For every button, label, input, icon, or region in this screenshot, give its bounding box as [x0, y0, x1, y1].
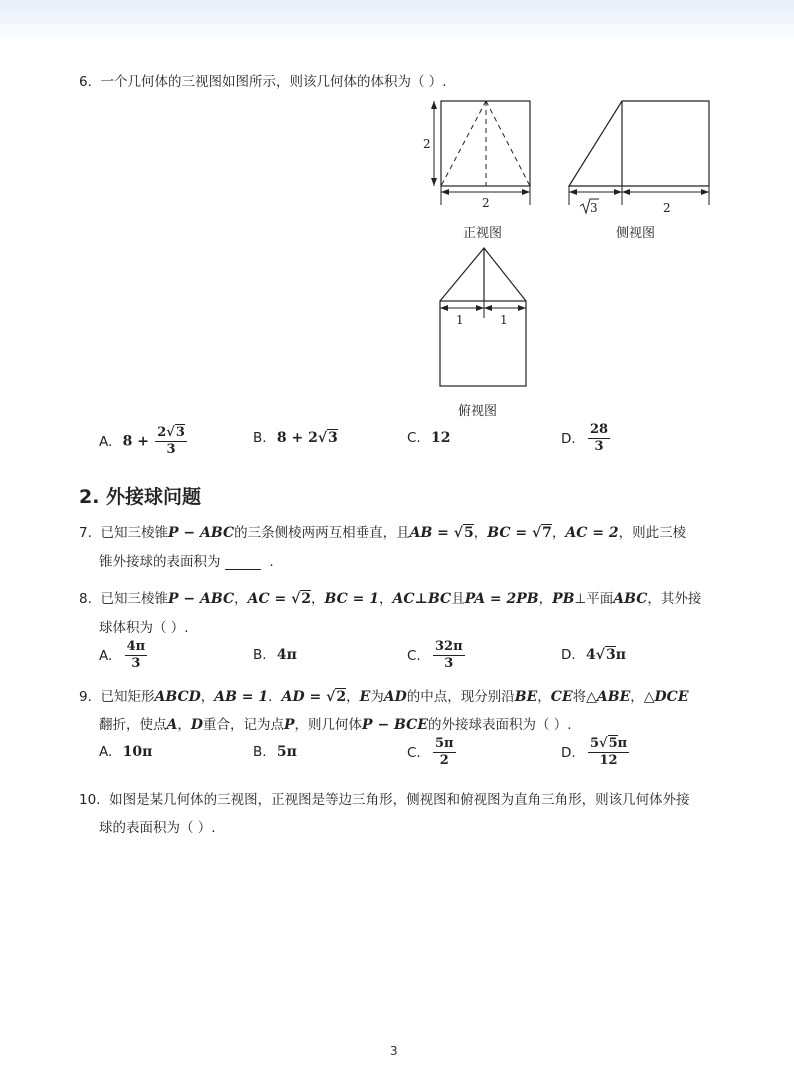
math: AD =: [281, 689, 327, 705]
math: △ABE: [586, 689, 631, 705]
side-right-label: 2: [663, 201, 671, 215]
top-left-label: 1: [456, 313, 464, 327]
text: ⊥平面: [574, 591, 614, 607]
text: 翻折，使点: [99, 717, 167, 733]
question-7-line2: [99, 552, 274, 572]
option-b-value: 5π: [276, 744, 297, 760]
q6-option-a[interactable]: [99, 425, 189, 458]
numerator: 28: [589, 422, 609, 437]
text: 已知三棱锥: [100, 525, 168, 541]
question-7: 7. 已知三棱锥P − ABC的三条侧棱两两互相垂直，且AB = √5，BC = √7，AC = 2，则此三棱: [79, 525, 687, 541]
text: ，: [551, 525, 566, 541]
numerator: 32π: [435, 639, 463, 654]
math: A: [166, 717, 178, 733]
section-heading: 2. 外接球问题: [79, 486, 202, 508]
option-a-fraction: [125, 639, 148, 672]
text: 的中点，现分别沿: [406, 689, 515, 705]
denominator: 3: [131, 656, 141, 671]
header-band: [0, 0, 794, 42]
option-a-value: 10π: [122, 744, 153, 760]
text: 重合，记为点: [203, 717, 285, 733]
radicand: 5: [608, 736, 618, 751]
option-label: A.: [99, 744, 113, 760]
math: P − ABC: [167, 525, 235, 541]
pi: π: [615, 647, 626, 663]
text: .: [269, 554, 274, 570]
option-a-integer: 8 +: [122, 433, 149, 450]
text: ，: [537, 689, 551, 705]
text: ，: [311, 591, 325, 607]
text: ，: [473, 525, 488, 541]
text: ，: [234, 591, 248, 607]
math: AC =: [247, 591, 292, 607]
radicand: 7: [542, 525, 552, 541]
math: ABCD: [154, 689, 201, 705]
question-10: [79, 790, 690, 810]
math: D: [190, 717, 204, 733]
q6-option-c[interactable]: [407, 430, 451, 446]
radicand: 5: [463, 525, 474, 541]
question-number: 9.: [79, 689, 92, 705]
math: CE: [550, 689, 573, 705]
numerator: 4π: [126, 639, 146, 654]
option-label: C.: [407, 744, 421, 761]
denominator: 3: [166, 442, 176, 457]
option-d-fraction: [588, 422, 610, 455]
option-label: C.: [407, 647, 421, 664]
option-label: B.: [253, 647, 267, 663]
option-label: B.: [253, 744, 267, 760]
coef: 2: [157, 425, 167, 440]
q9-option-d[interactable]: [561, 736, 631, 769]
q8-option-d[interactable]: D. 4√3π: [561, 647, 626, 663]
text: 且: [451, 591, 465, 607]
answer-blank[interactable]: [225, 555, 261, 570]
side-left-label: 3: [590, 201, 598, 215]
question-8: 8. 已知三棱锥P − ABC，AC = √2，BC = 1，AC⊥BC且PA = 2PB，PB⊥平面ABC，其外接: [79, 591, 702, 607]
q9-option-b[interactable]: [253, 744, 297, 760]
option-label: D.: [561, 647, 576, 663]
coef: 5: [589, 736, 600, 751]
text: 已知矩形: [100, 689, 155, 705]
option-b-value: 8 + 2: [276, 430, 318, 446]
option-label: D.: [561, 744, 576, 761]
front-height-label: 2: [423, 137, 431, 151]
front-view-caption: 正视图: [463, 226, 503, 241]
text: 为: [370, 689, 384, 705]
q8-option-c[interactable]: [407, 639, 467, 672]
option-d-fraction: $\frac{5√5\pi}{12}$: [589, 736, 628, 768]
numerator: 5π: [435, 736, 454, 751]
q8-option-a[interactable]: [99, 639, 149, 672]
question-10-line2: 球的表面积为（ ）.: [99, 820, 216, 836]
text: 已知三棱锥: [100, 591, 168, 607]
pi: π: [617, 736, 628, 751]
math: △DCE: [643, 689, 689, 705]
text: ，: [177, 717, 191, 733]
text: 锥外接球的表面积为: [99, 554, 221, 570]
q9-option-a[interactable]: [99, 744, 152, 760]
question-6: [79, 72, 447, 92]
radicand: 2: [301, 591, 312, 607]
option-label: A.: [99, 647, 113, 664]
top-view: [440, 248, 526, 386]
three-view-figure: [415, 92, 715, 392]
text: ．: [268, 689, 282, 705]
question-text: 一个几何体的三视图如图所示，则该几何体的体积为（ ）.: [100, 74, 447, 90]
option-label: D.: [561, 430, 576, 447]
math: P − ABC: [167, 591, 235, 607]
question-number: 6.: [79, 74, 92, 90]
option-a-fraction: $\frac{2√3}{3}$: [157, 425, 185, 457]
question-9-line2: [99, 715, 572, 735]
text: ，则此三棱: [618, 525, 687, 541]
math: BE: [514, 689, 538, 705]
front-width-label: 2: [482, 196, 490, 210]
math: AD: [383, 689, 407, 705]
radicand: 2: [336, 689, 347, 705]
math: PA = 2PB: [464, 591, 539, 607]
q8-option-b[interactable]: [253, 647, 297, 663]
radicand: 3: [605, 647, 616, 663]
side-view: [569, 101, 709, 213]
text: ，: [538, 591, 553, 607]
question-9: 9. 已知矩形ABCD，AB = 1．AD = √2，E为AD的中点，现分别沿BE，CE将△ABE，△DCE: [79, 689, 689, 705]
math: E: [359, 689, 371, 705]
math: AC = 2: [565, 525, 619, 541]
option-label: A.: [99, 433, 113, 450]
text: ，: [630, 689, 644, 705]
q6-option-b[interactable]: B. 8 + 2√3: [253, 430, 338, 446]
text: 将: [572, 689, 587, 705]
text: ，: [379, 591, 393, 607]
option-c-fraction: [433, 736, 456, 769]
option-b-value: 4π: [276, 647, 297, 663]
q6-option-d[interactable]: [561, 422, 612, 455]
math: ABC: [613, 591, 648, 607]
radicand: 3: [328, 430, 338, 446]
text: 如图是某几何体的三视图，正视图是等边三角形，侧视图和俯视图为直角三角形，则该几何体外接: [109, 792, 690, 808]
question-number: 10.: [79, 792, 101, 808]
coef: 4: [585, 647, 596, 663]
text: 的三条侧棱两两互相垂直，且: [234, 525, 410, 541]
text: ，: [200, 689, 215, 705]
denominator: 3: [594, 439, 604, 454]
denominator: 2: [439, 753, 449, 768]
math: AB = 1: [214, 689, 269, 705]
option-label: B.: [253, 430, 267, 446]
q9-option-c[interactable]: [407, 736, 458, 769]
front-view: [431, 101, 530, 205]
side-view-caption: 侧视图: [616, 226, 656, 241]
math: BC = 1: [324, 591, 379, 607]
option-c-fraction: [433, 639, 465, 672]
math: AB =: [409, 525, 454, 541]
option-c-value: 12: [431, 430, 451, 446]
math: PB: [552, 591, 575, 607]
question-number: 7.: [79, 525, 92, 541]
radicand: 3: [175, 425, 185, 440]
page-number: 3: [390, 1044, 398, 1058]
math: P − BCE: [362, 717, 428, 733]
denominator: 3: [444, 656, 454, 671]
text: ，: [346, 689, 360, 705]
question-8-line2: 球体积为（ ）.: [99, 620, 189, 636]
math: AC⊥BC: [392, 591, 452, 607]
option-label: C.: [407, 430, 421, 446]
text: ，其外接: [647, 591, 702, 607]
denominator: 12: [599, 753, 618, 768]
math: P: [284, 717, 295, 733]
question-number: 8.: [79, 591, 92, 607]
text: ，则几何体: [294, 717, 363, 733]
math: BC =: [487, 525, 532, 541]
top-right-label: 1: [500, 313, 508, 327]
text: 的外接球表面积为（ ）.: [427, 717, 572, 733]
top-view-caption: 俯视图: [458, 404, 498, 419]
